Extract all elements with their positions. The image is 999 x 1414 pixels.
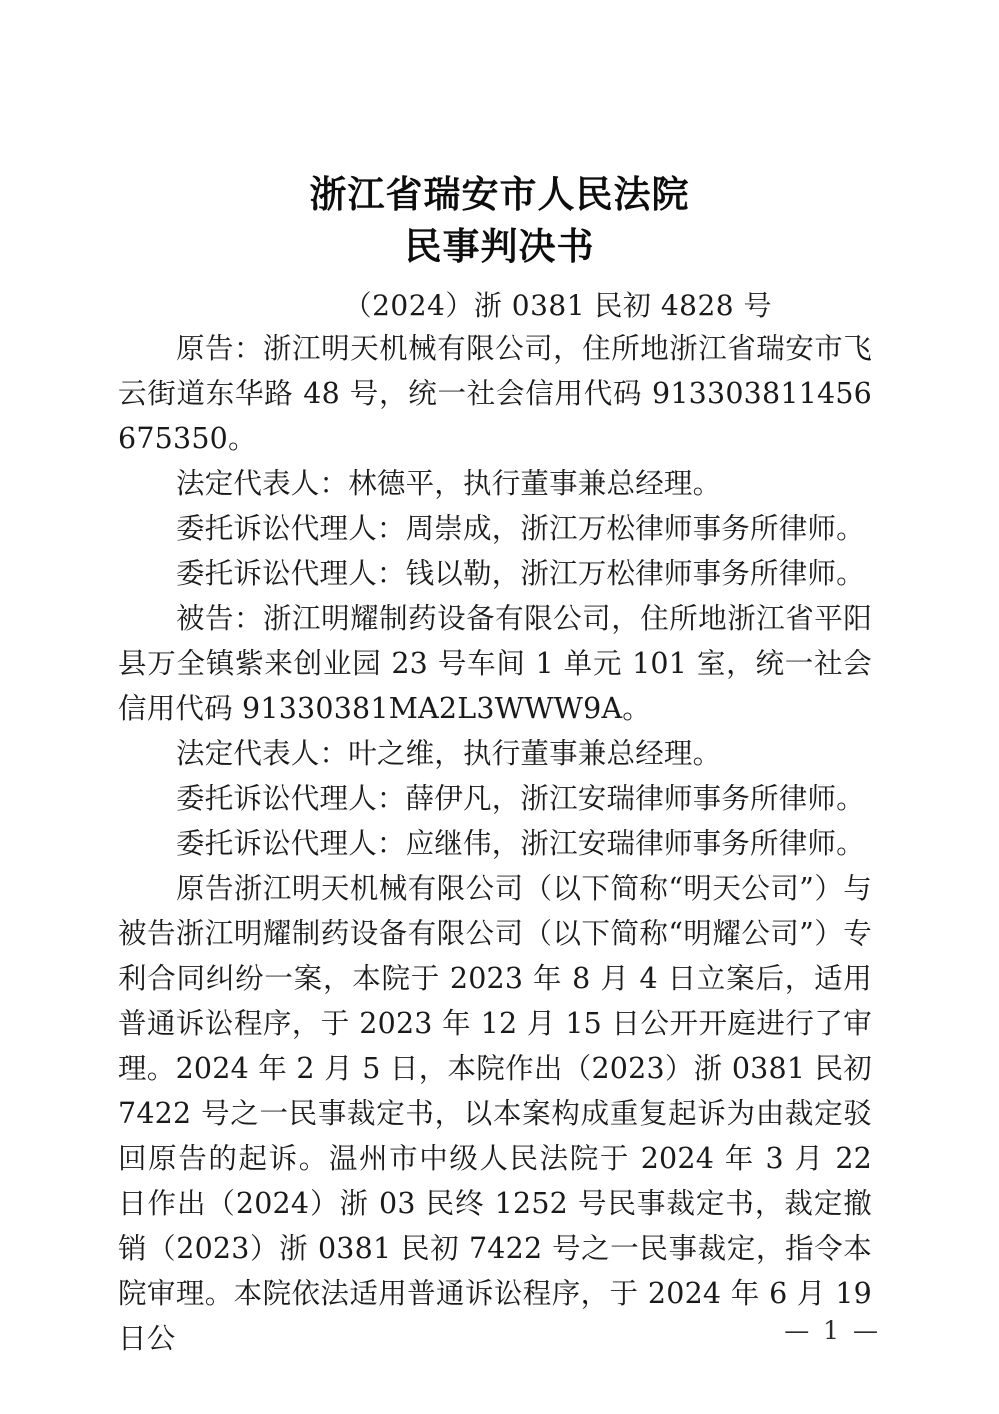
plaintiff-attorney-two: 委托诉讼代理人：钱以勒，浙江万松律师事务所律师。 bbox=[176, 557, 865, 590]
plaintiff-paragraph: 原告：浙江明天机械有限公司，住所地浙江省瑞安市飞云街道东华路 48 号，统一社会信用代码 913303811456675350。 bbox=[118, 332, 872, 455]
document-title-block bbox=[0, 168, 999, 272]
page-footer bbox=[0, 1316, 999, 1345]
page-number: — 1 — bbox=[784, 1316, 881, 1345]
plaintiff-attorney-one: 委托诉讼代理人：周崇成，浙江万松律师事务所律师。 bbox=[176, 512, 865, 545]
defendant-attorney-one: 委托诉讼代理人：薛伊凡，浙江安瑞律师事务所律师。 bbox=[176, 782, 865, 815]
defendant-paragraph: 被告：浙江明耀制药设备有限公司，住所地浙江省平阳县万全镇紫来创业园 23 号车间 1 单元 101 室，统一社会信用代码 91330381MA2L3WWW9A。 bbox=[118, 602, 872, 725]
document-type-title: 民事判决书 bbox=[404, 224, 595, 268]
court-name: 浙江省瑞安市人民法院 bbox=[309, 172, 690, 216]
defendant-legal-representative: 法定代表人：叶之维，执行董事兼总经理。 bbox=[176, 737, 722, 770]
case-number: （2024）浙 0381 民初 4828 号 bbox=[343, 289, 772, 322]
defendant-attorney-two: 委托诉讼代理人：应继伟，浙江安瑞律师事务所律师。 bbox=[176, 827, 865, 860]
plaintiff-legal-representative: 法定代表人：林德平，执行董事兼总经理。 bbox=[176, 467, 722, 500]
procedural-history-paragraph: 原告浙江明天机械有限公司（以下简称“明天公司”）与被告浙江明耀制药设备有限公司（以下简称“明耀公司”）专利合同纠纷一案，本院于 2023 年 8 月 4 日立案后，适用普通诉讼程序，于 2023 年 12 月 15 日公开开庭进行了审理。2024 年 2 月 5 日，本院作出（2023）浙 0381 民初 7422 号之一民事裁定书，以本案构成重复起诉为由裁定驳回原告的起诉。温州市中级人民法院于 2024 年 3 月 22 日作出（2024）浙 03 民终 1252 号民事裁定书，裁定撤销（2023）浙 0381 民初 7422 号之一民事裁定，指令本院审理。本院依法适用普通诉讼程序，于 2024 年 6 月 19 日公 bbox=[118, 872, 872, 1355]
document-body bbox=[118, 326, 872, 1361]
